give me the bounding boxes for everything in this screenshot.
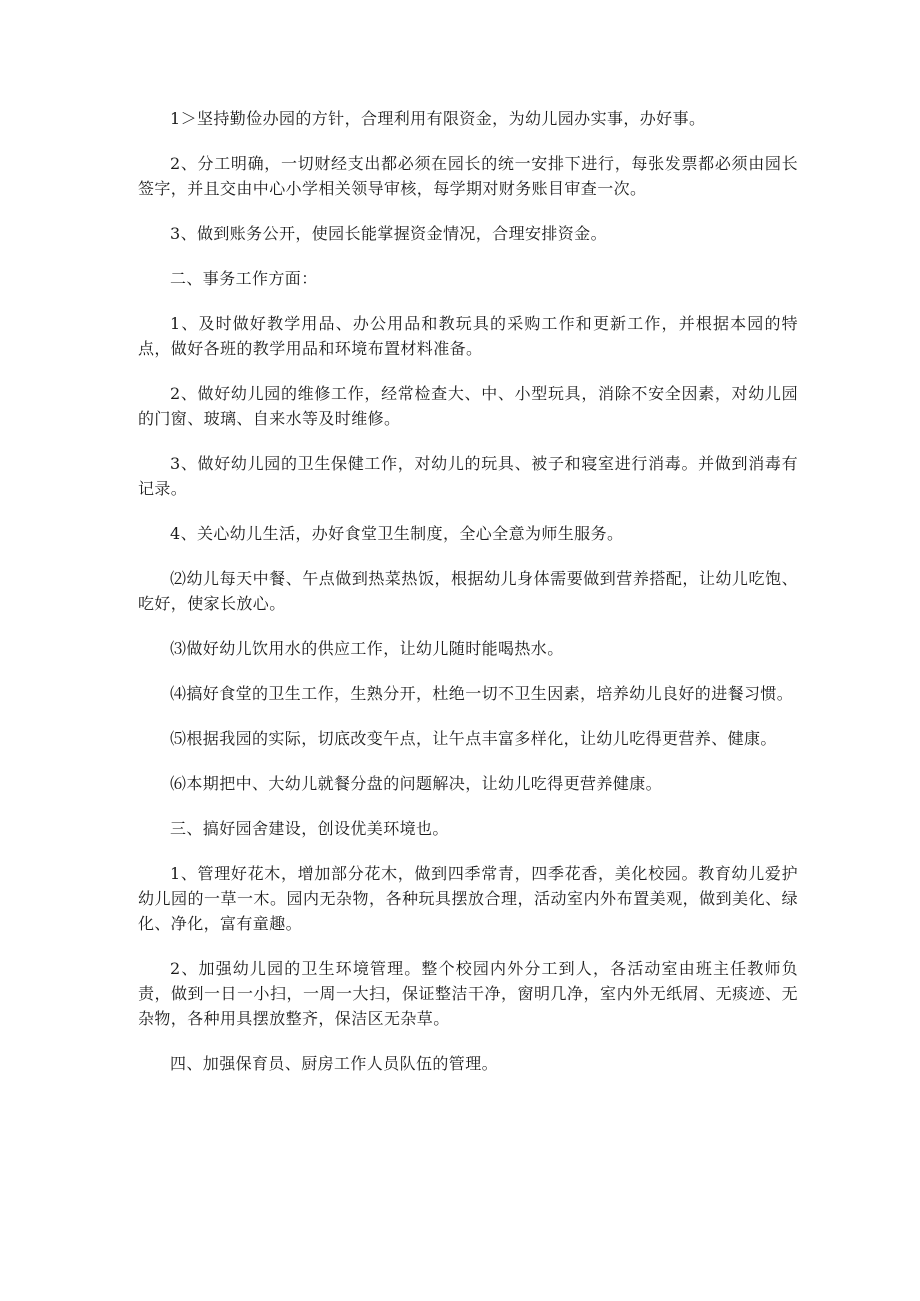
paragraph-affairs-1: 1、及时做好教学用品、办公用品和教玩具的采购工作和更新工作，并根据本园的特点，做好各班的教学用品和环境布置材料准备。 [138, 314, 798, 358]
section-heading-staff: 四、加强保育员、厨房工作人员队伍的管理。 [170, 1054, 499, 1073]
section-heading-affairs: 二、事务工作方面： [170, 269, 318, 288]
paragraph-affairs-3: 3、做好幼儿园的卫生保健工作，对幼儿的玩具、被子和寝室进行消毒。并做到消毒有记录。 [138, 454, 798, 498]
paragraph-affairs-4: 4、关心幼儿生活，办好食堂卫生制度，全心全意为师生服务。 [170, 524, 624, 543]
paragraph-meals-3: ⑶做好幼儿饮用水的供应工作，让幼儿随时能喝热水。 [170, 639, 564, 658]
paragraph-finance-1: 1＞坚持勤俭办园的方针，合理利用有限资金，为幼儿园办实事，办好事。 [170, 109, 706, 128]
section-heading-environment: 三、搞好园舍建设，创设优美环境也。 [170, 819, 449, 838]
paragraph-meals-2: ⑵幼儿每天中餐、午点做到热菜热饭，根据幼儿身体需要做到营养搭配，让幼儿吃饱、吃好，使家长放心。 [138, 569, 798, 613]
document-body [138, 106, 798, 1096]
paragraph-environment-1: 1、管理好花木，增加部分花木，做到四季常青，四季花香，美化校园。教育幼儿爱护幼儿园的一草一木。园内无杂物，各种玩具摆放合理，活动室内外布置美观，做到美化、绿化、净化，富有童趣。 [138, 864, 798, 933]
paragraph-meals-4: ⑷搞好食堂的卫生工作，生熟分开，杜绝一切不卫生因素，培养幼儿良好的进餐习惯。 [170, 684, 794, 703]
paragraph-environment-2: 2、加强幼儿园的卫生环境管理。整个校园内外分工到人，各活动室由班主任教师负责，做到一日一小扫，一周一大扫，保证整洁干净，窗明几净，室内外无纸屑、无痰迹、无杂物，各种用具摆放整齐，保洁区无杂草。 [138, 959, 798, 1028]
paragraph-meals-6: ⑹本期把中、大幼儿就餐分盘的问题解决，让幼儿吃得更营养健康。 [170, 774, 663, 793]
paragraph-meals-5: ⑸根据我园的实际，切底改变午点，让午点丰富多样化，让幼儿吃得更营养、健康。 [170, 729, 777, 748]
paragraph-finance-3: 3、做到账务公开，使园长能掌握资金情况，合理安排资金。 [170, 224, 607, 243]
paragraph-affairs-2: 2、做好幼儿园的维修工作，经常检查大、中、小型玩具，消除不安全因素，对幼儿园的门窗、玻璃、自来水等及时维修。 [138, 384, 798, 428]
paragraph-finance-2: 2、分工明确，一切财经支出都必须在园长的统一安排下进行，每张发票都必须由园长签字，并且交由中心小学相关领导审核，每学期对财务账目审查一次。 [138, 154, 798, 198]
